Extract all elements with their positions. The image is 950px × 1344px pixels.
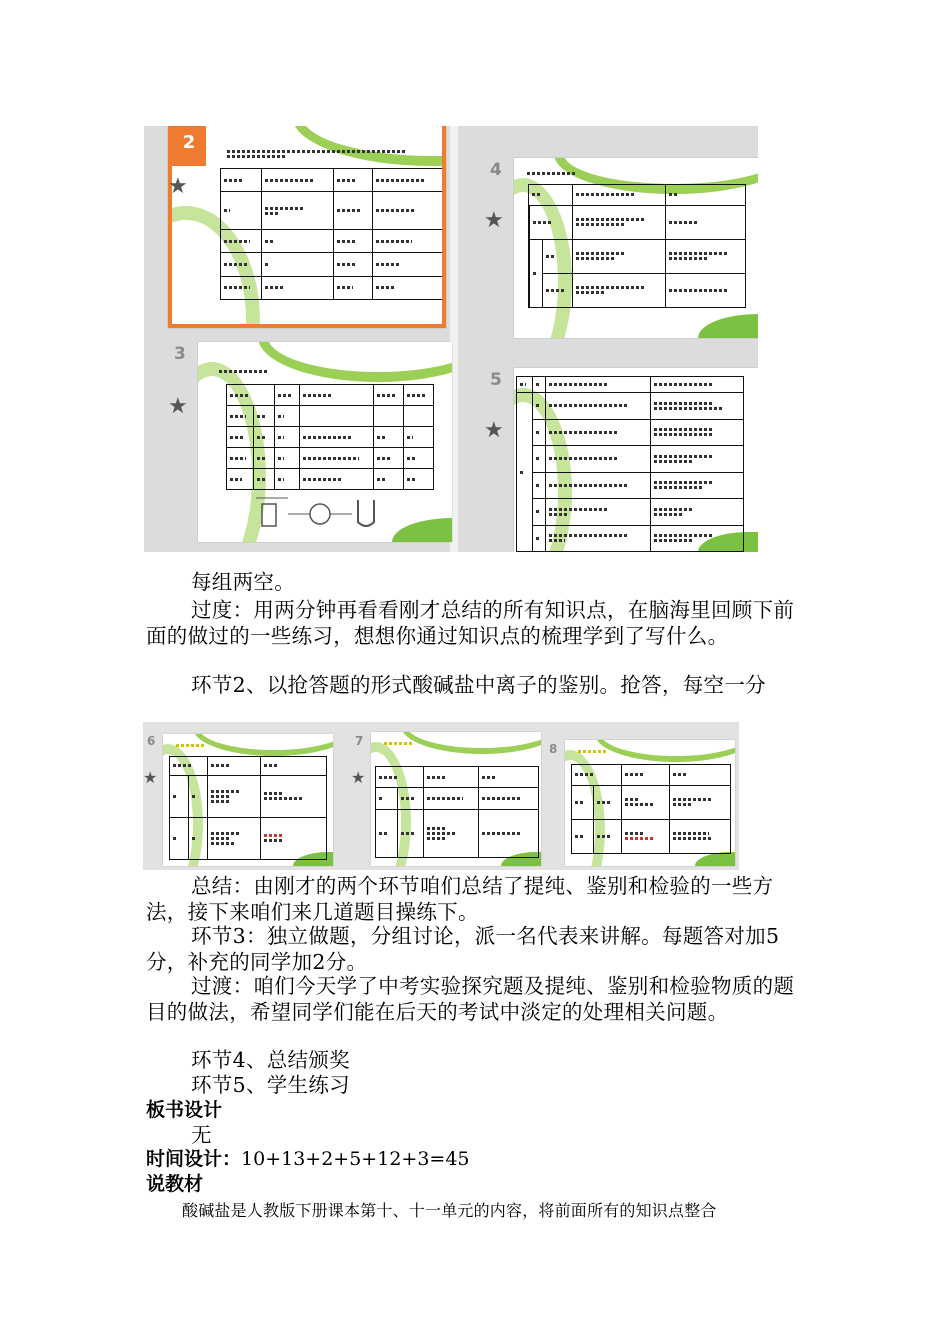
slide-table	[375, 766, 539, 858]
paragraph: 环节4、总结颁奖	[191, 1048, 350, 1072]
star-icon: ★	[351, 768, 366, 787]
slide-thumbnail-panel-top	[144, 126, 758, 552]
slide-thumbnail-7[interactable]	[371, 732, 541, 866]
heading-time-design	[146, 1147, 470, 1171]
paragraph: 环节5、学生练习	[191, 1073, 350, 1097]
star-icon: ★	[168, 174, 188, 199]
slide-number: 8	[549, 742, 558, 756]
slide-thumbnail-8[interactable]	[565, 740, 735, 866]
slide-thumbnail-panel-bottom	[143, 722, 739, 870]
slide-thumbnail-4[interactable]	[514, 158, 758, 338]
heading-time-label: 时间设计：	[146, 1148, 242, 1170]
slide-table	[528, 184, 746, 308]
star-icon: ★	[484, 418, 504, 443]
slide-table	[226, 384, 434, 490]
paragraph: 酸碱盐是人教版下册课本第十、十一单元的内容，将前面所有的知识点整合	[182, 1201, 717, 1220]
slide-number-badge: 2	[172, 126, 206, 166]
slide-table	[516, 376, 744, 552]
paragraph: 总结：由刚才的两个环节咱们总结了提纯、鉴别和检验的一些方法，接下来咱们来几道题目操练下。	[146, 874, 774, 924]
paragraph: 每组两空。	[191, 570, 295, 594]
slide-number: 7	[355, 734, 364, 748]
paragraph: 过渡：咱们今天学了中考实验探究题及提纯、鉴别和检验物质的题目的做法，希望同学们能在后天的考试中淡定的处理相关问题。	[146, 974, 795, 1024]
slide-thumbnail-6[interactable]	[163, 734, 333, 866]
slide-table	[571, 764, 731, 854]
slide-number: 4	[490, 160, 502, 180]
slide-thumbnail-5[interactable]	[514, 368, 758, 552]
star-icon: ★	[168, 394, 188, 419]
apparatus-diagram	[248, 494, 398, 532]
slide-table	[220, 168, 444, 300]
slide-thumbnail-3[interactable]	[198, 342, 452, 542]
slide-thumbnail-2[interactable]	[168, 126, 446, 328]
paragraph: 无	[191, 1123, 212, 1147]
paragraph: 过度：用两分钟再看看刚才总结的所有知识点，在脑海里回顾下前面的做过的一些练习，想想你通过知识点的梳理学到了写什么。	[146, 598, 795, 648]
heading-textbook: 说教材	[146, 1173, 204, 1195]
paragraph: 环节2、以抢答题的形式酸碱盐中离子的鉴别。抢答，每空一分	[191, 673, 766, 697]
slide-number: 5	[490, 370, 502, 390]
slide-table	[169, 756, 327, 860]
time-formula: 10+13+2+5+12+3=45	[241, 1148, 470, 1170]
slide-number: 6	[147, 734, 156, 748]
star-icon: ★	[484, 208, 504, 233]
paragraph: 环节3：独立做题，分组讨论，派一名代表来讲解。每题答对加5分，补充的同学加2分。	[146, 924, 780, 974]
star-icon: ★	[143, 768, 158, 787]
heading-board-design: 板书设计	[146, 1099, 223, 1121]
slide-number: 3	[174, 344, 186, 364]
